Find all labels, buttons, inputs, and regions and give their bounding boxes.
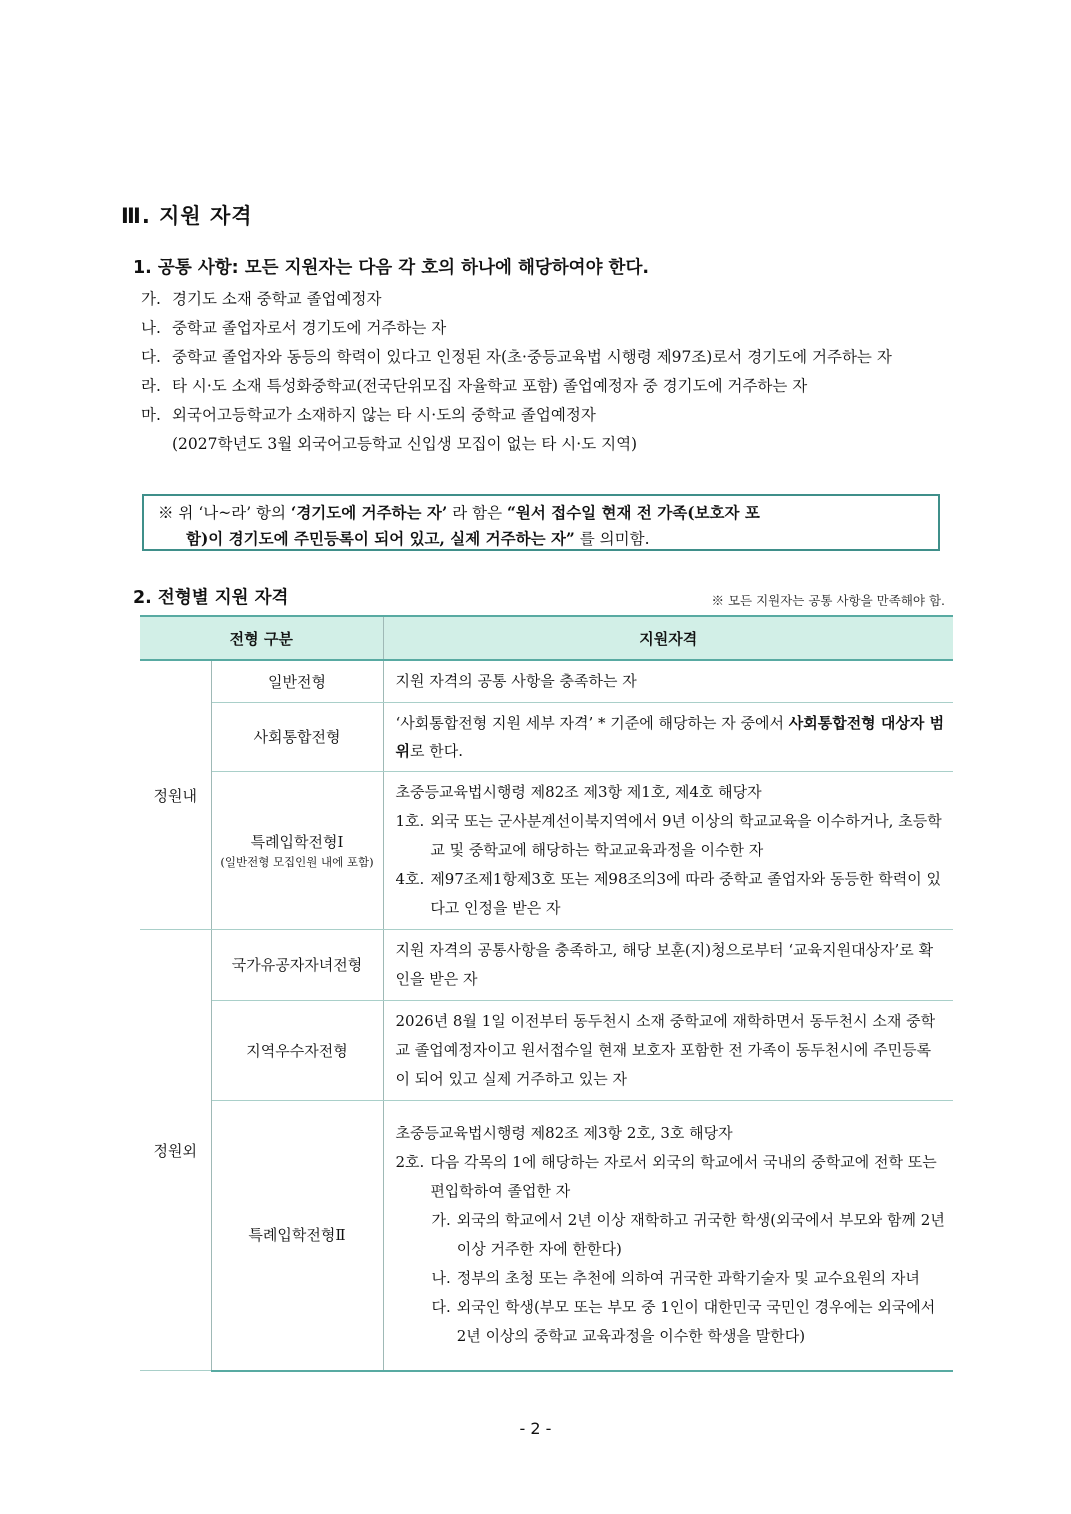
desc-marker: 1호. — [395, 812, 425, 830]
desc-marker: 4호. — [395, 870, 425, 888]
desc-text: ‘사회통합전형 지원 세부 자격’ * 기준에 해당하는 자 중에서 — [395, 714, 789, 732]
residence-definition-note — [142, 494, 940, 551]
table-row — [140, 703, 953, 772]
note-bold-text: “원서 접수일 현재 전 가족(보호자 포 — [506, 503, 760, 522]
qualification-table — [140, 615, 953, 1372]
page-number: - 2 - — [519, 1419, 552, 1438]
type-general: 일반전형 — [211, 660, 383, 703]
desc-veterans: 지원 자격의 공통사항을 충족하고, 해당 보훈(지)청으로부터 ‘교육지원대상자’로 확인을 받은 자 — [383, 930, 953, 1001]
type-social: 사회통합전형 — [211, 703, 383, 772]
desc-marker: 다. — [431, 1298, 451, 1317]
desc-hanging-item — [396, 1148, 946, 1206]
header-qualification: 지원자격 — [383, 616, 953, 660]
desc-hanging-item — [396, 1264, 946, 1293]
desc-text: 외국인 학생(부모 또는 부모 중 1인이 대한민국 국민인 경우에는 외국에서 2년 이상의 중학교 교육과정을 이수한 학생을 말한다) — [456, 1298, 936, 1346]
group-outside-quota: 정원외 — [140, 930, 211, 1371]
list-text: 중학교 졸업자로서 경기도에 거주하는 자 — [172, 319, 447, 337]
desc-line: 초중등교육법시행령 제82조 제3항 2호, 3호 해당자 — [395, 1124, 733, 1143]
note-text: ※ 위 ‘나~라’ 항의 — [158, 504, 291, 522]
table-row — [140, 1001, 953, 1101]
desc-general: 지원 자격의 공통 사항을 충족하는 자 — [383, 660, 953, 703]
list-text: 타 시·도 소재 특성화중학교(전국단위모집 자율학교 포함) 졸업예정자 중 경기도에 거주하는 자 — [172, 377, 808, 395]
list-marker: 나. — [141, 319, 161, 337]
table-row — [140, 772, 953, 930]
group-inside-quota: 정원내 — [140, 660, 211, 930]
list-item — [141, 343, 961, 372]
header-type: 전형 구분 — [140, 616, 383, 660]
by-type-title: 2. 전형별 지원 자격 — [133, 588, 289, 608]
table-row — [140, 1101, 953, 1371]
desc-text: 로 한다. — [410, 742, 464, 760]
desc-text: 외국의 학교에서 2년 이상 재학하고 귀국한 학생(외국에서 부모와 함께 2년 이상 거주한 자에 한한다) — [456, 1211, 945, 1259]
desc-text: 다음 각목의 1에 해당하는 자로서 외국의 학교에서 국내의 중학교에 전학 또는 편입학하여 졸업한 자 — [430, 1153, 937, 1201]
section-title: Ⅲ. 지원 자격 — [121, 204, 253, 228]
type-regional: 지역우수자전형 — [211, 1001, 383, 1101]
by-type-note: ※ 모든 지원자는 공통 사항을 만족해야 함. — [711, 593, 945, 608]
desc-special-1 — [383, 772, 953, 930]
desc-text: 정부의 초청 또는 추천에 의하여 귀국한 과학기술자 및 교수요원의 자녀 — [456, 1269, 920, 1288]
table-row — [140, 930, 953, 1001]
desc-special-2 — [383, 1101, 953, 1371]
table-header-row — [140, 616, 953, 660]
list-marker: 가. — [141, 290, 161, 308]
desc-hanging-item — [396, 1293, 946, 1351]
desc-social — [383, 703, 953, 772]
table-row — [140, 660, 953, 703]
list-text: 중학교 졸업자와 동등의 학력이 있다고 인정된 자(초·중등교육법 시행령 제97조)로서 경기도에 거주하는 자 — [172, 348, 892, 366]
type-special-1 — [211, 772, 383, 930]
common-requirements-list — [141, 285, 961, 459]
list-item — [141, 285, 961, 314]
list-item — [141, 314, 961, 343]
desc-marker: 가. — [431, 1211, 451, 1230]
list-item — [141, 401, 961, 430]
list-text: 외국어고등학교가 소재하지 않는 타 시·도의 중학교 졸업예정자 — [172, 406, 596, 424]
list-text: 경기도 소재 중학교 졸업예정자 — [172, 290, 382, 308]
desc-marker: 나. — [431, 1269, 451, 1288]
list-item-continuation: (2027학년도 3월 외국어고등학교 신입생 모집이 없는 타 시·도 지역) — [172, 435, 638, 453]
desc-text: 제97조제1항제3호 또는 제98조의3에 따라 중학교 졸업자와 동등한 학력이 있다고 인정을 받은 자 — [430, 870, 941, 917]
desc-hanging-item — [396, 807, 946, 865]
desc-marker: 2호. — [395, 1153, 425, 1172]
note-bold-text: 함)이 경기도에 주민등록이 되어 있고, 실제 거주하는 자” — [186, 529, 575, 548]
desc-hanging-item — [396, 865, 946, 923]
common-requirements-title: 1. 공통 사항: 모든 지원자는 다음 각 호의 하나에 해당하여야 한다. — [133, 258, 650, 278]
desc-bold-text: 사회통합전형 대상자 범위 — [395, 714, 945, 760]
desc-line: 초중등교육법시행령 제82조 제3항 제1호, 제4호 해당자 — [395, 783, 762, 801]
desc-text: 외국 또는 군사분계선이북지역에서 9년 이상의 학교교육을 이수하거나, 초등학교 및 중학교에 해당하는 학교교육과정을 이수한 자 — [430, 812, 942, 859]
note-text: 라 함은 — [447, 504, 507, 522]
desc-regional: 2026년 8월 1일 이전부터 동두천시 소재 중학교에 재학하면서 동두천시 소재 중학교 졸업예정자이고 원서접수일 현재 보호자 포함한 전 가족이 동두천시에 주민등록이 되어 있고 실제 거주하고 있는 자 — [383, 1001, 953, 1101]
type-veterans: 국가유공자자녀전형 — [211, 930, 383, 1001]
type-special-2: 특례입학전형Ⅱ — [211, 1101, 383, 1371]
note-text: 를 의미함. — [574, 530, 650, 548]
list-marker: 다. — [141, 348, 161, 366]
list-item — [141, 372, 961, 401]
note-bold-text: ‘경기도에 거주하는 자’ — [290, 503, 448, 522]
type-special-1-sub: (일반전형 모집인원 내에 포함) — [220, 854, 374, 869]
list-marker: 마. — [141, 406, 161, 424]
desc-hanging-item — [396, 1206, 946, 1264]
type-special-1-label: 특례입학전형Ⅰ — [250, 832, 344, 851]
list-marker: 라. — [141, 377, 161, 395]
